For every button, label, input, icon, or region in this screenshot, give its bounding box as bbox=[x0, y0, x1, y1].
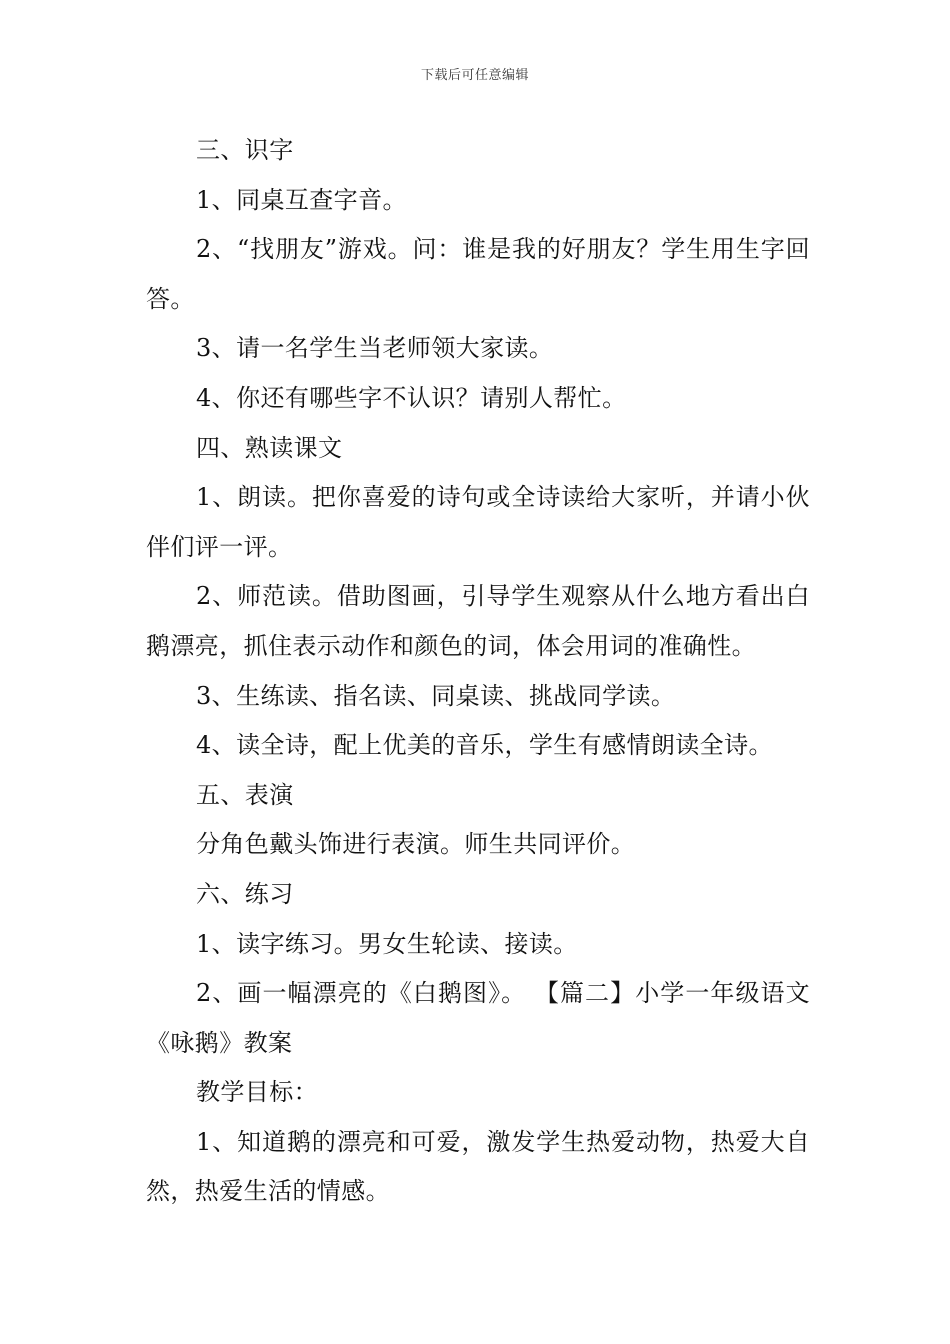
paragraph: 4、你还有哪些字不认识？请别人帮忙。 bbox=[196, 383, 627, 412]
paragraph: 1、读字练习。男女生轮读、接读。 bbox=[196, 929, 578, 958]
section-heading-performance: 五、表演 bbox=[196, 780, 294, 809]
section-heading-literacy: 三、识字 bbox=[196, 136, 294, 164]
paragraph: 1、朗读。把你喜爱的诗句或全诗读给大家听，并请小伙伴们评一评。 bbox=[146, 483, 810, 561]
paragraph: 4、读全诗，配上优美的音乐，学生有感情朗读全诗。 bbox=[196, 731, 773, 760]
paragraph: 3、生练读、指名读、同桌读、挑战同学读。 bbox=[196, 681, 676, 710]
paragraph: 2、画一幅漂亮的《白鹅图》。 【篇二】小学一年级语文《咏鹅》教案 bbox=[146, 979, 810, 1057]
paragraph: 分角色戴头饰进行表演。师生共同评价。 bbox=[196, 830, 636, 859]
section-heading-reading: 四、熟读课文 bbox=[196, 433, 343, 462]
paragraph: 2、师范读。借助图画，引导学生观察从什么地方看出白鹅漂亮，抓住表示动作和颜色的词，体会用词的准确性。 bbox=[146, 582, 810, 660]
document-body bbox=[146, 126, 810, 1217]
section-heading-objectives: 教学目标： bbox=[196, 1078, 318, 1107]
paragraph: 1、知道鹅的漂亮和可爱，激发学生热爱动物，热爱大自然，热爱生活的情感。 bbox=[146, 1127, 810, 1206]
paragraph: 2、“找朋友”游戏。问：谁是我的好朋友？学生用生字回答。 bbox=[146, 235, 810, 313]
page-header: 下载后可任意编辑 bbox=[420, 68, 529, 83]
paragraph: 3、请一名学生当老师领大家读。 bbox=[196, 334, 554, 363]
section-heading-practice: 六、练习 bbox=[196, 879, 294, 908]
paragraph: 1、同桌互查字音。 bbox=[196, 185, 407, 214]
